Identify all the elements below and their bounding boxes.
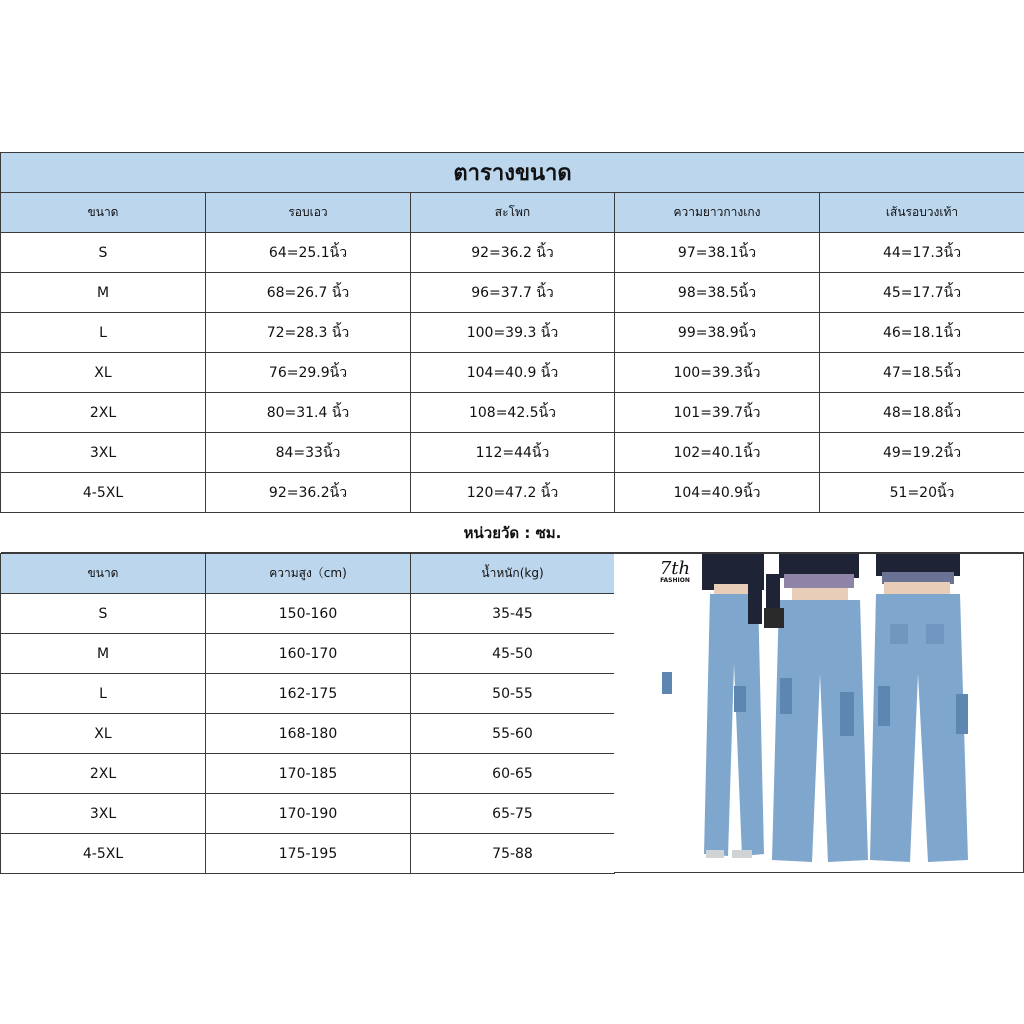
cell-size: 3XL [1, 794, 206, 834]
cell-size: M [1, 273, 206, 313]
cell-weight: 65-75 [411, 794, 615, 834]
cell-hip: 112=44นิ้ว [411, 433, 615, 473]
fit-table [0, 553, 615, 874]
cell-weight: 55-60 [411, 714, 615, 754]
cell-weight: 60-65 [411, 754, 615, 794]
table-row [1, 313, 1024, 353]
cell-hem: 46=18.1นิ้ว [820, 313, 1024, 353]
table-row [1, 433, 1024, 473]
cell-waist: 84=33นิ้ว [206, 433, 411, 473]
cell-hem: 44=17.3นิ้ว [820, 233, 1024, 273]
cell-hem: 47=18.5นิ้ว [820, 353, 1024, 393]
cell-length: 100=39.3นิ้ว [615, 353, 820, 393]
cell-hem: 45=17.7นิ้ว [820, 273, 1024, 313]
cell-hip: 108=42.5นิ้ว [411, 393, 615, 433]
cell-weight: 50-55 [411, 674, 615, 714]
table-row [1, 473, 1024, 513]
table-row [1, 273, 1024, 313]
cell-waist: 80=31.4 นิ้ว [206, 393, 411, 433]
cell-height: 150-160 [206, 594, 411, 634]
product-photo [614, 553, 1024, 873]
unit-note: หน่วยวัด : ซม. [1, 513, 1024, 553]
cell-height: 160-170 [206, 634, 411, 674]
table-row [1, 794, 615, 834]
header-height: ความสูง（cm) [206, 554, 411, 594]
cell-height: 175-195 [206, 834, 411, 874]
cell-length: 104=40.9นิ้ว [615, 473, 820, 513]
cell-size: 2XL [1, 754, 206, 794]
cell-hem: 49=19.2นิ้ว [820, 433, 1024, 473]
table-row [1, 634, 615, 674]
cell-length: 98=38.5นิ้ว [615, 273, 820, 313]
cell-hip: 120=47.2 นิ้ว [411, 473, 615, 513]
header-hip: สะโพก [411, 193, 615, 233]
cell-waist: 64=25.1นิ้ว [206, 233, 411, 273]
header-hem: เส้นรอบวงเท้า [820, 193, 1024, 233]
brand-logo: 7th FASHION [659, 558, 691, 584]
jeans-models-image [614, 554, 1023, 872]
cell-size: S [1, 594, 206, 634]
fit-table-header [1, 554, 615, 594]
chart-title: ตารางขนาด [1, 153, 1024, 193]
header-size: ขนาด [1, 554, 206, 594]
size-chart [0, 152, 1024, 874]
header-waist: รอบเอว [206, 193, 411, 233]
header-weight: น้ำหนัก(kg) [411, 554, 615, 594]
header-size: ขนาด [1, 193, 206, 233]
cell-size: L [1, 674, 206, 714]
cell-length: 101=39.7นิ้ว [615, 393, 820, 433]
table-row [1, 594, 615, 634]
cell-size: 4-5XL [1, 473, 206, 513]
cell-hem: 51=20นิ้ว [820, 473, 1024, 513]
cell-size: L [1, 313, 206, 353]
cell-size: M [1, 634, 206, 674]
cell-weight: 75-88 [411, 834, 615, 874]
cell-length: 99=38.9นิ้ว [615, 313, 820, 353]
cell-size: XL [1, 714, 206, 754]
cell-size: 4-5XL [1, 834, 206, 874]
cell-height: 162-175 [206, 674, 411, 714]
table-row [1, 353, 1024, 393]
cell-size: 3XL [1, 433, 206, 473]
cell-hem: 48=18.8นิ้ว [820, 393, 1024, 433]
table-row [1, 754, 615, 794]
cell-height: 168-180 [206, 714, 411, 754]
table-row [1, 674, 615, 714]
cell-size: XL [1, 353, 206, 393]
size-table [0, 152, 1024, 553]
cell-waist: 92=36.2นิ้ว [206, 473, 411, 513]
header-length: ความยาวกางเกง [615, 193, 820, 233]
cell-hip: 92=36.2 นิ้ว [411, 233, 615, 273]
size-table-header [1, 193, 1024, 233]
cell-size: S [1, 233, 206, 273]
cell-hip: 96=37.7 นิ้ว [411, 273, 615, 313]
table-row [1, 714, 615, 754]
cell-weight: 45-50 [411, 634, 615, 674]
cell-length: 102=40.1นิ้ว [615, 433, 820, 473]
table-row [1, 233, 1024, 273]
cell-hip: 104=40.9 นิ้ว [411, 353, 615, 393]
cell-waist: 76=29.9นิ้ว [206, 353, 411, 393]
cell-height: 170-190 [206, 794, 411, 834]
cell-waist: 68=26.7 นิ้ว [206, 273, 411, 313]
cell-waist: 72=28.3 นิ้ว [206, 313, 411, 353]
cell-length: 97=38.1นิ้ว [615, 233, 820, 273]
cell-weight: 35-45 [411, 594, 615, 634]
cell-size: 2XL [1, 393, 206, 433]
cell-hip: 100=39.3 นิ้ว [411, 313, 615, 353]
table-row [1, 393, 1024, 433]
table-row [1, 834, 615, 874]
cell-height: 170-185 [206, 754, 411, 794]
